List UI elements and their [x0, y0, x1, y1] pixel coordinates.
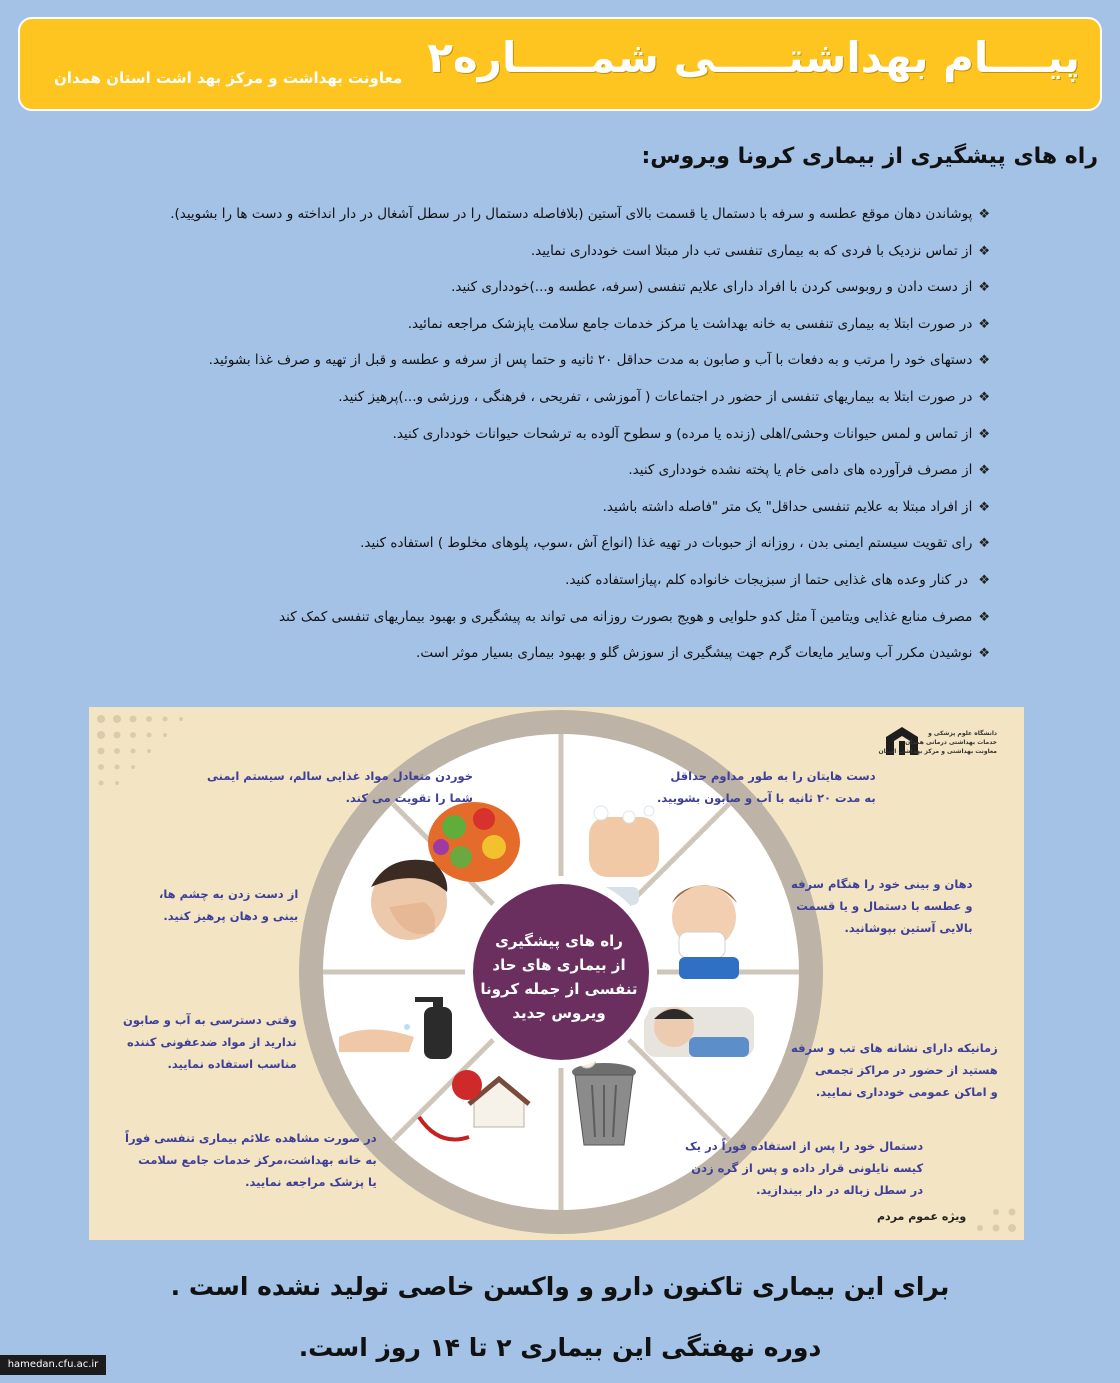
sick-person-icon	[644, 1007, 754, 1057]
diamond-bullet-icon: ❖	[978, 353, 990, 369]
list-item: ❖پوشاندن دهان موقع عطسه و سرفه با دستمال یا قسمت بالای آستین (بلافاصله دستمال را در سطل آشغال در دار انداخته و دست ها را بشویید).	[10, 196, 990, 233]
caption-dispose-tissue: دستمال خود را پس از استفاده فوراً در یک کیسه نایلونی قرار داده و پس از گره زدن در سطل زباله در دار بیندازید.	[685, 1139, 924, 1197]
no-vaccine-statement: برای این بیماری تاکنون دارو و واکسن خاصی تولید نشده است .	[170, 1272, 950, 1301]
message-title: پیــــام بهداشتـــــی شمـــــاره۲	[427, 33, 1080, 82]
header-banner	[18, 17, 1102, 111]
diamond-bullet-icon: ❖	[978, 572, 990, 588]
diamond-bullet-icon: ❖	[978, 207, 990, 222]
diamond-bullet-icon: ❖	[978, 280, 990, 296]
caption-no-touch-face: از دست زدن به چشم ها، بینی و دهان پرهیز کنید.	[159, 887, 299, 923]
list-item: ❖ در کنار وعده های غذایی حتما از سبزیجات خانواده کلم ،پیازاستفاده کنید.	[10, 562, 990, 599]
diamond-bullet-icon: ❖	[978, 646, 990, 662]
website-link[interactable]: hamedan.cfu.ac.ir	[0, 1355, 106, 1375]
incubation-statement: دوره نهفتگی این بیماری ۲ تا ۱۴ روز است.	[298, 1333, 822, 1362]
caption-healthy-food: خوردن متعادل مواد غذایی سالم، سیستم ایمنی شما را تقویت می کند.	[207, 769, 473, 805]
diamond-bullet-icon: ❖	[978, 316, 990, 332]
list-item: ❖دستهای خود را مرتب و به دفعات با آب و صابون به مدت حداقل ۲۰ ثانیه و حتما پس از سرفه و عطسه و قبل از تهیه و صرف غذا بشوئید.	[10, 342, 990, 379]
caption-fever-symptoms: زمانیکه دارای نشانه های تب و سرفه هستید از حضور در مراکز تجمعی و اماکن عمومی خودداری نمایید.	[791, 1041, 998, 1099]
section-heading: راه های پیشگیری از بیماری کرونا ویروس:	[641, 144, 1098, 169]
caption-wash-hands: دست هایتان را به طور مداوم حداقل به مدت ۲۰ ثانیه با آب و صابون بشویید.	[657, 769, 876, 805]
diamond-bullet-icon: ❖	[978, 609, 990, 625]
wheel-center-title: راه های پیشگیری از بیماری های حاد تنفسی از جمله کرونا ویروس جدید	[480, 932, 638, 1022]
face-touching-icon	[371, 860, 447, 940]
list-item: ❖رای تقویت سیستم ایمنی بدن ، روزانه از حبوبات در تهیه غذا (انواع آش ،سوپ، پلوهای مخلوط ) استفاده کنید.	[10, 525, 990, 562]
audience-tag: ویژه عموم مردم	[877, 1210, 967, 1223]
list-item: ❖از تماس و لمس حیوانات وحشی/اهلی (زنده یا مرده) و سطوح آلوده به ترشحات حیوانات خودداری کنید.	[10, 416, 990, 453]
organization-subtitle: معاونت بهداشت و مرکز بهد اشت استان همدان	[54, 69, 403, 87]
list-item: ❖مصرف منابع غذایی ویتامین آ مثل کدو حلوایی و هویج بصورت روزانه می تواند به پیشگیری و بهبود بیماریهای تنفسی کمک کند	[10, 599, 990, 636]
diamond-bullet-icon: ❖	[978, 536, 990, 552]
list-item: ❖از افراد مبتلا به علایم تنفسی حداقل" یک متر "فاصله داشته باشید.	[10, 489, 990, 526]
diamond-bullet-icon: ❖	[978, 499, 990, 515]
diamond-bullet-icon: ❖	[978, 426, 990, 442]
list-item: ❖نوشیدن مکرر آب وسایر مایعات گرم جهت پیشگیری از سوزش گلو و بهبود بیماری بسیار موثر است.	[10, 635, 990, 672]
university-name: دانشگاه علوم پزشکی و خدمات بهداشتی درمانی همدان معاونت بهداشتی و مرکز بهداشت استان	[878, 730, 997, 755]
diamond-bullet-icon: ❖	[978, 243, 990, 259]
list-item: ❖در صورت ابتلا به بیماریهای تنفسی از حضور در اجتماعات ( آموزشی ، تفریحی ، فرهنگی ، ورزشی و...)پرهیز کنید.	[10, 379, 990, 416]
list-item: ❖از دست دادن و روبوسی کردن با افراد دارای علایم تنفسی (سرفه، عطسه و...)خودداری کنید.	[10, 269, 990, 306]
infographic-poster	[89, 707, 1024, 1240]
list-item: ❖از تماس نزدیک با فردی که به بیماری تنفسی تب دار مبتلا است خودداری نمایید.	[10, 233, 990, 270]
list-item: ❖از مصرف فرآورده های دامی خام یا پخته نشده خودداری کنید.	[10, 452, 990, 489]
healthy-food-icon	[428, 802, 520, 882]
caption-see-doctor: در صورت مشاهده علائم بیماری تنفسی فوراً به خانه بهداشت،مرکز خدمات جامع سلامت یا پزشک مراجعه نمایید.	[125, 1131, 377, 1189]
diamond-bullet-icon: ❖	[978, 463, 990, 479]
list-item: ❖در صورت ابتلا به بیماری تنفسی به خانه بهداشت یا مرکز خدمات جامع سلامت یاپزشک مراجعه نمائید.	[10, 306, 990, 343]
diamond-bullet-icon: ❖	[978, 389, 990, 405]
prevention-list	[10, 196, 990, 672]
caption-disinfectant: وقتی دسترسی به آب و صابون ندارید از مواد ضدعفونی کننده مناسب استفاده نمایید.	[123, 1013, 297, 1071]
caption-cover-mouth: دهان و بینی خود را هنگام سرفه و عطسه با دستمال و یا قسمت بالایی آستین بپوشانید.	[791, 877, 973, 935]
sneezing-person-icon	[672, 885, 739, 979]
